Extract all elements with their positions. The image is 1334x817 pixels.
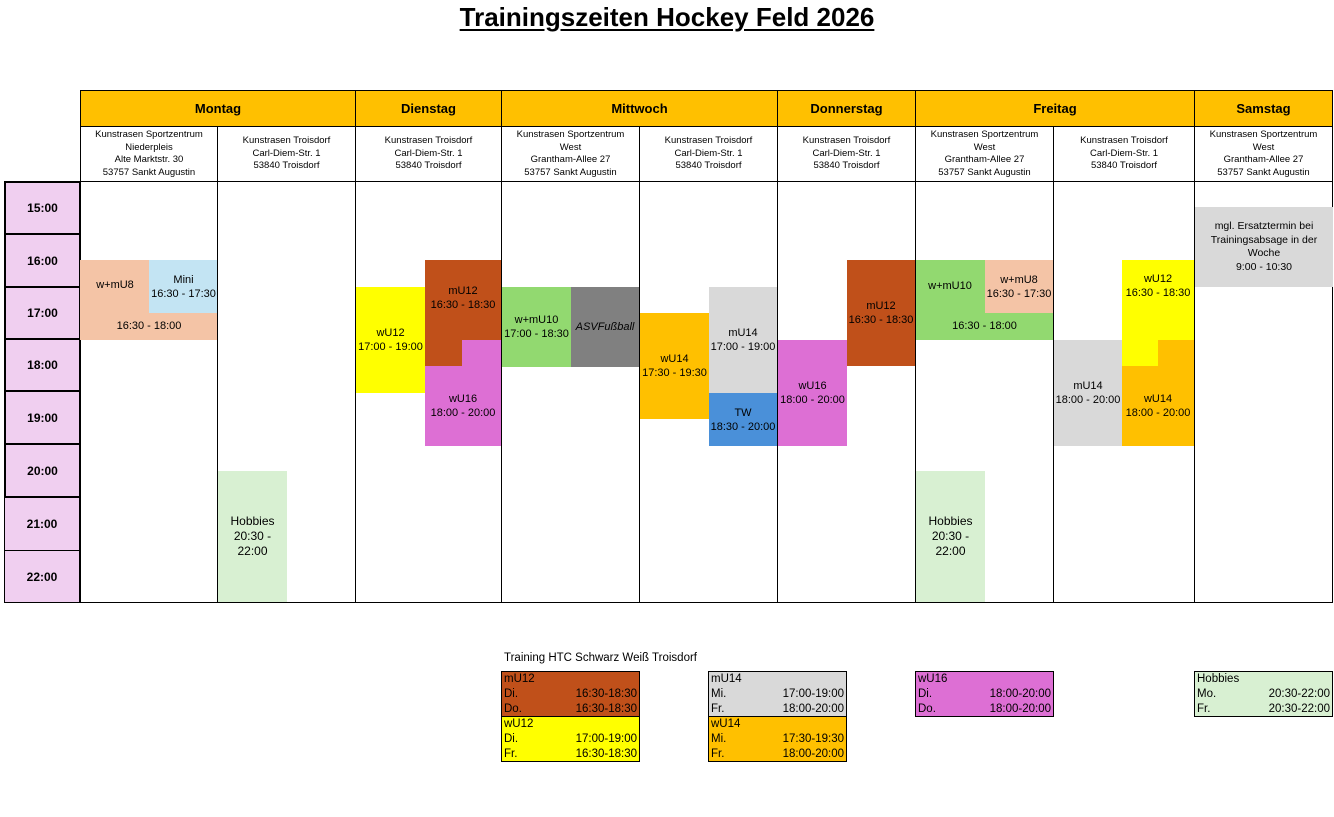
session-block: w+mU10 17:00 - 18:30	[502, 287, 571, 367]
session-label: w+mU10	[928, 280, 972, 292]
legend-caption: Training HTC Schwarz Weiß Troisdorf	[504, 652, 697, 664]
column-divider	[355, 181, 356, 603]
time-cell: 16:00	[4, 234, 80, 288]
day-header-monday: Montag	[80, 90, 356, 127]
legend-row: Fr. 18:00-20:00	[711, 748, 844, 760]
time-cell: 17:00	[4, 287, 80, 340]
time-cell: 18:00	[4, 339, 80, 392]
page-title: Trainingszeiten Hockey Feld 2026	[459, 2, 875, 32]
legend-row: Fr. 18:00-20:00	[711, 703, 844, 715]
venue-cell: Kunstrasen Sportzentrum West Grantham-Allee 27 53757 Sankt Augustin	[501, 126, 640, 182]
legend-team: wU16	[918, 673, 948, 685]
legend-row: Mi. 17:00-19:00	[711, 688, 844, 700]
legend-team: mU14	[711, 673, 742, 685]
legend-row: Di. 18:00-20:00	[918, 688, 1051, 700]
legend-hobbies	[1194, 671, 1333, 717]
time-cell: 19:00	[4, 391, 80, 445]
session-time: 16:30 - 18:00	[952, 320, 1017, 332]
venue-cell: Kunstrasen Troisdorf Carl-Diem-Str. 1 53840 Troisdorf	[639, 126, 778, 182]
session-block: wU14 17:30 - 19:30	[640, 313, 709, 419]
day-header-tuesday: Dienstag	[355, 90, 502, 127]
legend-wu14	[708, 716, 847, 762]
session-label: w+mU8	[96, 279, 134, 291]
session-block: mU14 18:00 - 20:00	[1054, 340, 1122, 446]
venue-cell: Kunstrasen Troisdorf Carl-Diem-Str. 1 53840 Troisdorf	[777, 126, 916, 182]
legend-wu16	[915, 671, 1054, 717]
session-block: w+mU8 16:30 - 17:30	[985, 260, 1053, 313]
venue-cell: Kunstrasen Troisdorf Carl-Diem-Str. 1 53840 Troisdorf	[1053, 126, 1195, 182]
legend-row: Mo. 20:30-22:00	[1197, 688, 1330, 700]
session-block: mU12 16:30 - 18:30	[847, 260, 915, 366]
venue-cell: Kunstrasen Sportzentrum West Grantham-Allee 27 53757 Sankt Augustin	[915, 126, 1054, 182]
session-block: wU12 16:30 - 18:30	[1122, 260, 1194, 366]
day-header-thursday: Donnerstag	[777, 90, 916, 127]
time-cell: 20:00	[4, 444, 80, 498]
session-block: mU14 17:00 - 19:00	[709, 287, 777, 393]
legend-row: Di. 17:00-19:00	[504, 733, 637, 745]
column-divider	[501, 181, 502, 603]
time-cell: 21:00	[4, 497, 80, 551]
legend-row: Di. 16:30-18:30	[504, 688, 637, 700]
legend-mu12	[501, 671, 640, 717]
session-block: Mini 16:30 - 17:30	[149, 260, 218, 313]
venue-cell: Kunstrasen Sportzentrum Niederpleis Alte Marktstr. 30 53757 Sankt Augustin	[80, 126, 218, 182]
time-cell: 15:00	[4, 181, 80, 235]
session-block: wU16 18:00 - 20:00	[778, 340, 847, 446]
time-cell: 22:00	[4, 550, 80, 603]
venue-cell: Kunstrasen Troisdorf Carl-Diem-Str. 1 53840 Troisdorf	[355, 126, 502, 182]
legend-row: Fr. 16:30-18:30	[504, 748, 637, 760]
legend-row: Do. 16:30-18:30	[504, 703, 637, 715]
day-header-wednesday: Mittwoch	[501, 90, 778, 127]
legend-team: wU12	[504, 718, 534, 730]
legend-row: Do. 18:00-20:00	[918, 703, 1051, 715]
session-block	[462, 340, 501, 366]
legend-row: Mi. 17:30-19:30	[711, 733, 844, 745]
session-time: 16:30 - 18:00	[116, 320, 182, 332]
venue-cell: Kunstrasen Sportzentrum West Grantham-Allee 27 53757 Sankt Augustin	[1194, 126, 1333, 182]
legend-wu12	[501, 716, 640, 762]
session-block: mgl. Ersatztermin bei Trainingsabsage in der Woche 9:00 - 10:30	[1195, 207, 1333, 287]
column-divider	[777, 181, 778, 603]
legend-team: Hobbies	[1197, 673, 1240, 685]
legend-team: mU12	[504, 673, 535, 685]
legend-row: Fr. 20:30-22:00	[1197, 703, 1330, 715]
legend-mu14	[708, 671, 847, 717]
column-divider	[1053, 181, 1054, 603]
session-block: wU12 17:00 - 19:00	[356, 287, 425, 393]
session-block: mU12 16:30 - 18:30	[425, 260, 501, 366]
session-block: wU14 18:00 - 20:00	[1122, 366, 1194, 446]
session-block	[1158, 340, 1194, 366]
column-divider	[217, 181, 218, 603]
venue-cell: Kunstrasen Troisdorf Carl-Diem-Str. 1 53840 Troisdorf	[217, 126, 356, 182]
session-block: TW 18:30 - 20:00	[709, 393, 777, 446]
day-header-friday: Freitag	[915, 90, 1195, 127]
session-block: wU16 18:00 - 20:00	[425, 366, 501, 446]
legend-team: wU14	[711, 718, 741, 730]
session-block: Hobbies 20:30 - 22:00	[218, 471, 287, 602]
session-block: ASVFußball	[571, 287, 639, 367]
column-divider	[639, 181, 640, 603]
day-header-saturday: Samstag	[1194, 90, 1333, 127]
session-block: Hobbies 20:30 - 22:00	[916, 471, 985, 602]
column-divider	[1194, 181, 1195, 603]
column-divider	[915, 181, 916, 603]
